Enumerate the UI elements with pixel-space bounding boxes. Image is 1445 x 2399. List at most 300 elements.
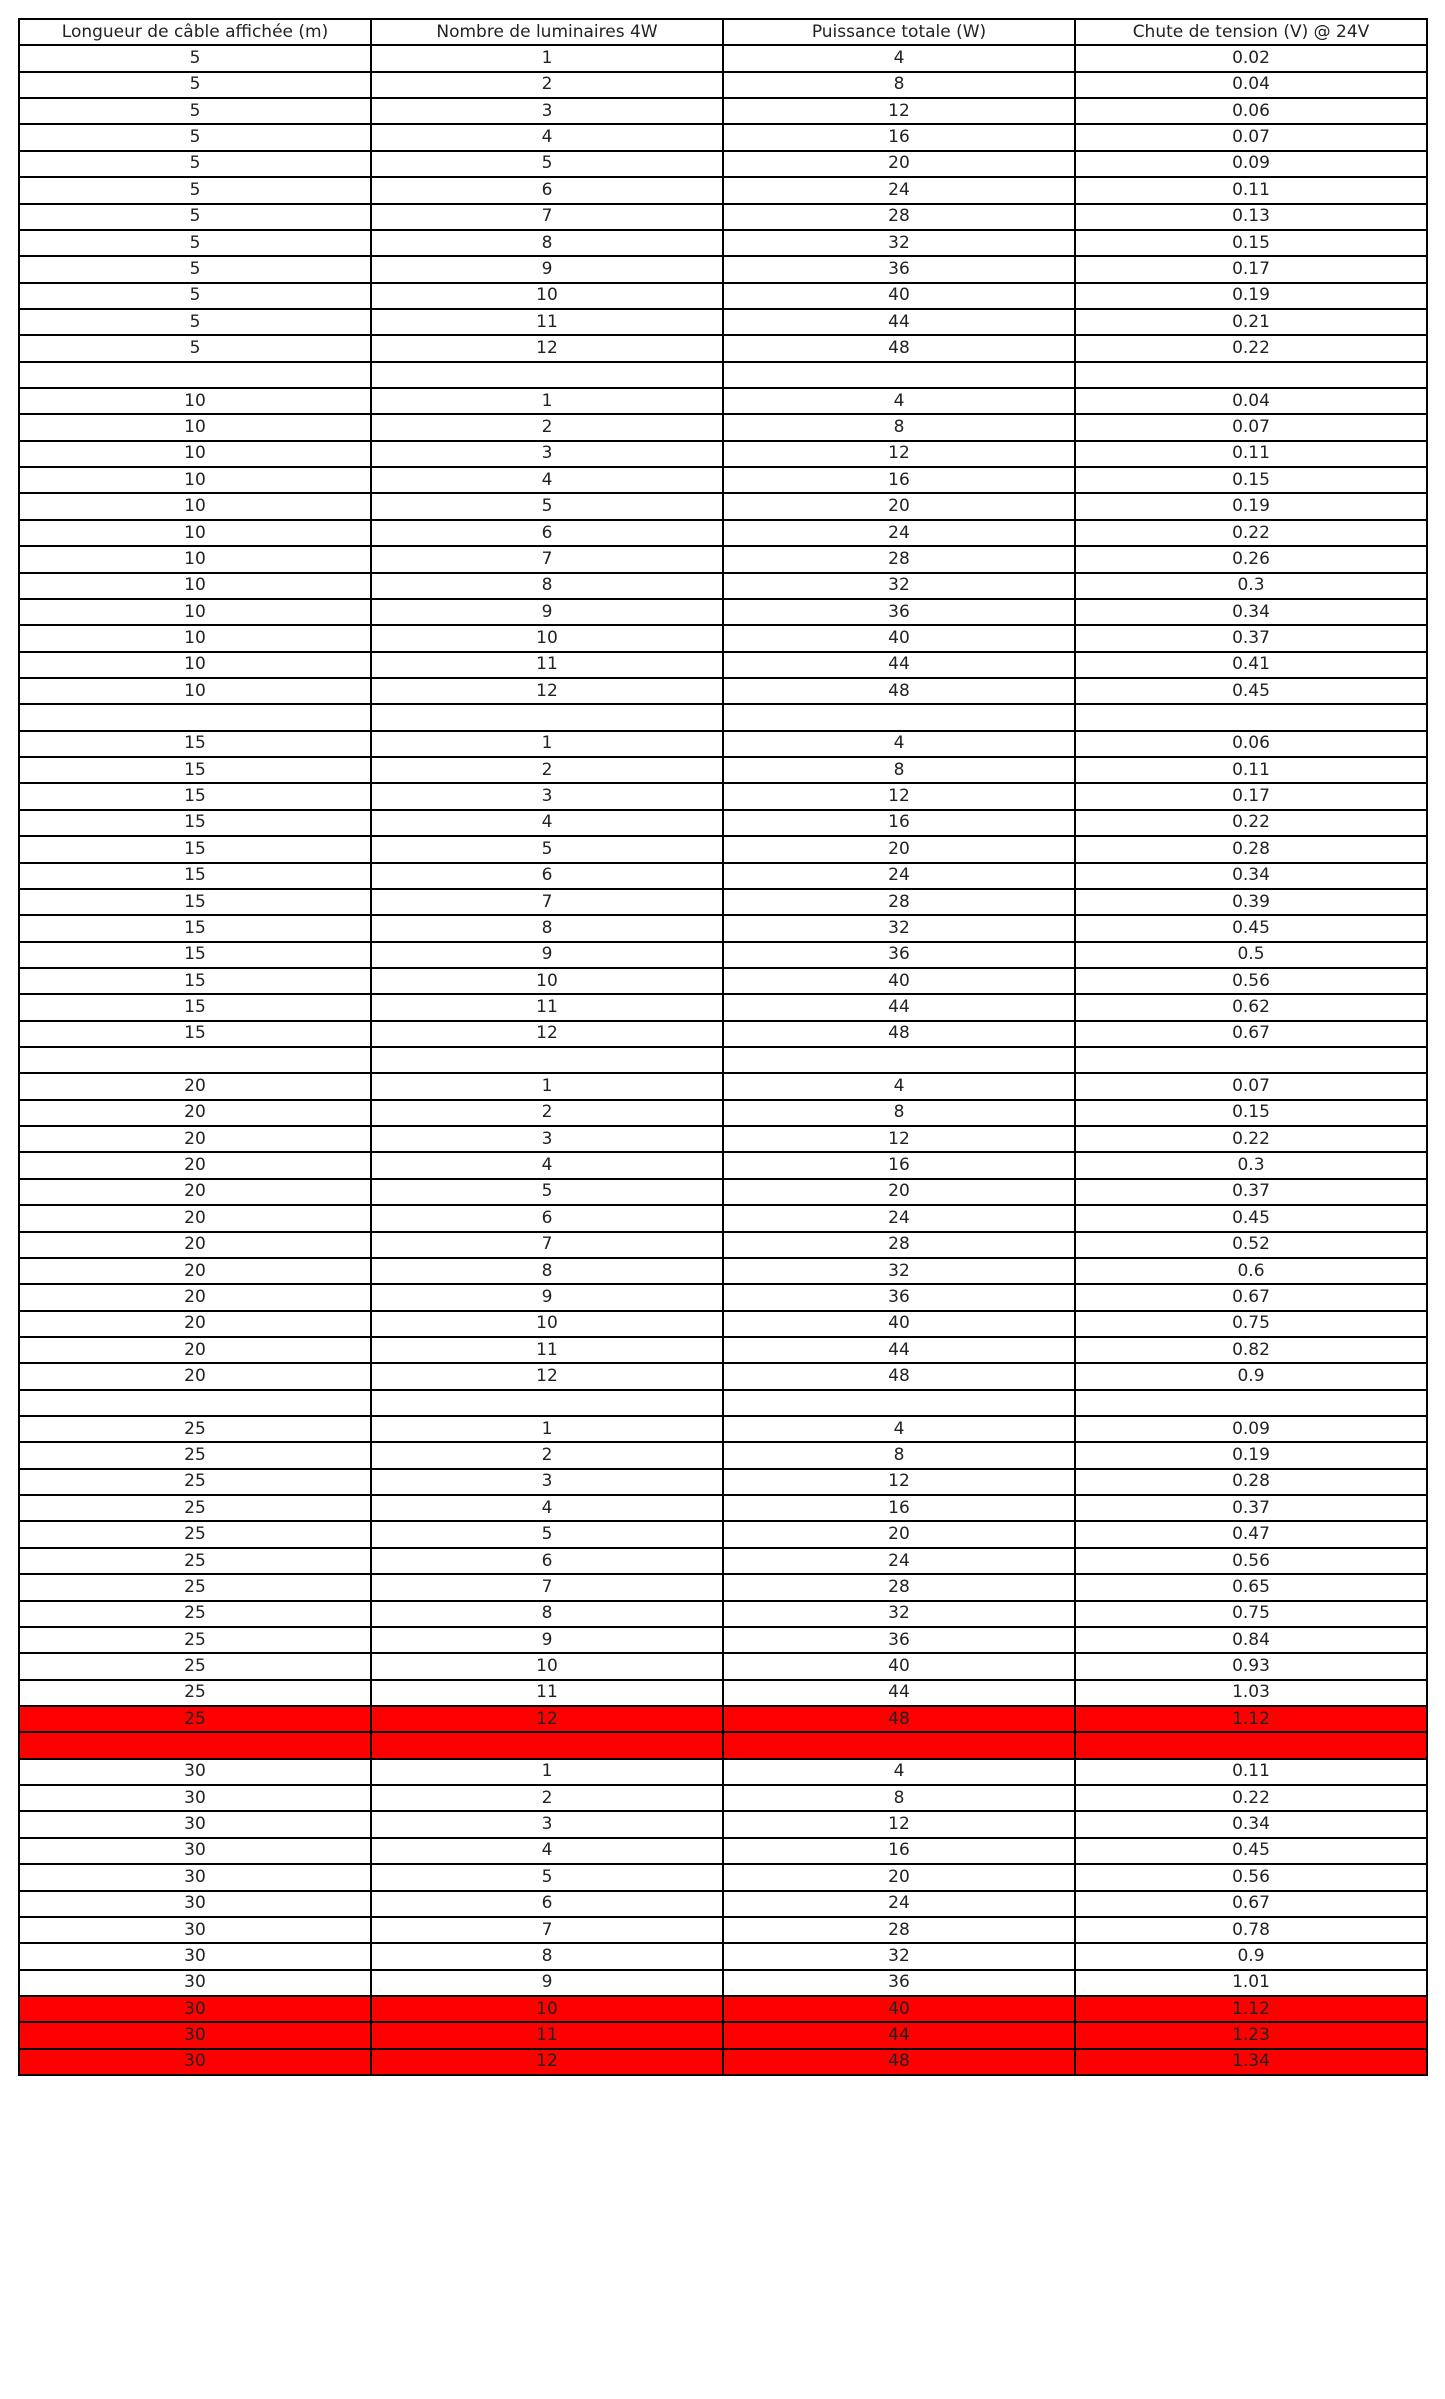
cell-total-power: 28 <box>723 1232 1075 1258</box>
table-row <box>19 1442 1427 1468</box>
cell-cable-length: 5 <box>19 256 371 282</box>
cell-total-power: 8 <box>723 1442 1075 1468</box>
cell-fixture-count: 7 <box>371 1232 723 1258</box>
cell-voltage-drop: 0.56 <box>1075 968 1427 994</box>
cell-voltage-drop: 0.22 <box>1075 520 1427 546</box>
cell-voltage-drop: 0.09 <box>1075 1416 1427 1442</box>
cell-fixture-count: 7 <box>371 889 723 915</box>
cell-cable-length: 20 <box>19 1100 371 1126</box>
cell-total-power: 8 <box>723 72 1075 98</box>
cell-total-power <box>723 1732 1075 1758</box>
table-row <box>19 1680 1427 1706</box>
cell-cable-length: 30 <box>19 1838 371 1864</box>
cell-voltage-drop: 0.17 <box>1075 783 1427 809</box>
cell-total-power: 44 <box>723 2022 1075 2048</box>
table-row <box>19 256 1427 282</box>
cell-fixture-count: 6 <box>371 177 723 203</box>
table-row <box>19 1811 1427 1837</box>
table-row <box>19 441 1427 467</box>
table-row <box>19 1601 1427 1627</box>
cell-cable-length: 5 <box>19 151 371 177</box>
cell-cable-length: 10 <box>19 573 371 599</box>
cell-cable-length: 20 <box>19 1126 371 1152</box>
cell-cable-length: 30 <box>19 1785 371 1811</box>
cell-voltage-drop: 0.75 <box>1075 1601 1427 1627</box>
cell-cable-length: 25 <box>19 1548 371 1574</box>
cell-fixture-count: 5 <box>371 151 723 177</box>
cell-voltage-drop: 0.3 <box>1075 573 1427 599</box>
cell-total-power: 44 <box>723 1337 1075 1363</box>
cell-total-power: 32 <box>723 1258 1075 1284</box>
cell-total-power: 28 <box>723 889 1075 915</box>
cell-voltage-drop: 0.34 <box>1075 863 1427 889</box>
cell-cable-length <box>19 704 371 730</box>
table-row <box>19 520 1427 546</box>
cell-voltage-drop: 0.15 <box>1075 230 1427 256</box>
cell-cable-length: 10 <box>19 520 371 546</box>
cell-cable-length: 25 <box>19 1495 371 1521</box>
cell-cable-length: 5 <box>19 72 371 98</box>
table-row <box>19 652 1427 678</box>
cell-fixture-count: 10 <box>371 968 723 994</box>
header-row <box>19 19 1427 45</box>
cell-fixture-count: 6 <box>371 1205 723 1231</box>
cell-voltage-drop: 0.22 <box>1075 335 1427 361</box>
cell-fixture-count: 5 <box>371 1521 723 1547</box>
table-row <box>19 757 1427 783</box>
table-row <box>19 1864 1427 1890</box>
cell-fixture-count: 7 <box>371 204 723 230</box>
cell-voltage-drop: 0.39 <box>1075 889 1427 915</box>
cell-cable-length: 25 <box>19 1416 371 1442</box>
table-row <box>19 309 1427 335</box>
cell-total-power <box>723 1390 1075 1416</box>
cell-total-power: 28 <box>723 204 1075 230</box>
cell-voltage-drop: 0.9 <box>1075 1363 1427 1389</box>
cell-cable-length: 10 <box>19 388 371 414</box>
cell-cable-length: 25 <box>19 1521 371 1547</box>
cell-cable-length: 15 <box>19 836 371 862</box>
cell-fixture-count: 10 <box>371 1653 723 1679</box>
cell-cable-length: 25 <box>19 1653 371 1679</box>
cell-total-power: 4 <box>723 1073 1075 1099</box>
cell-total-power: 8 <box>723 1785 1075 1811</box>
cell-fixture-count <box>371 1732 723 1758</box>
table-row <box>19 1943 1427 1969</box>
cell-voltage-drop: 0.11 <box>1075 1759 1427 1785</box>
cell-cable-length: 20 <box>19 1258 371 1284</box>
cell-total-power: 44 <box>723 994 1075 1020</box>
table-row <box>19 1574 1427 1600</box>
cell-voltage-drop: 0.6 <box>1075 1258 1427 1284</box>
cell-voltage-drop: 0.28 <box>1075 836 1427 862</box>
cell-total-power: 44 <box>723 1680 1075 1706</box>
cell-voltage-drop: 0.11 <box>1075 177 1427 203</box>
table-row <box>19 889 1427 915</box>
cell-fixture-count: 11 <box>371 994 723 1020</box>
cell-total-power: 28 <box>723 546 1075 572</box>
cell-total-power: 40 <box>723 1996 1075 2022</box>
table-row-highlighted <box>19 1706 1427 1732</box>
cell-cable-length: 10 <box>19 493 371 519</box>
table-row <box>19 1521 1427 1547</box>
table-row <box>19 1548 1427 1574</box>
table-row <box>19 151 1427 177</box>
table-row <box>19 1838 1427 1864</box>
cell-total-power: 44 <box>723 309 1075 335</box>
cell-total-power: 48 <box>723 1363 1075 1389</box>
cell-fixture-count: 3 <box>371 1469 723 1495</box>
cell-cable-length: 20 <box>19 1232 371 1258</box>
cell-total-power: 40 <box>723 625 1075 651</box>
table-row-highlighted <box>19 2049 1427 2075</box>
cell-voltage-drop: 0.06 <box>1075 731 1427 757</box>
cell-voltage-drop: 0.34 <box>1075 599 1427 625</box>
cell-fixture-count: 2 <box>371 1100 723 1126</box>
cell-fixture-count <box>371 704 723 730</box>
cell-total-power <box>723 1047 1075 1073</box>
cell-voltage-drop: 0.37 <box>1075 1179 1427 1205</box>
cell-voltage-drop: 0.52 <box>1075 1232 1427 1258</box>
cell-voltage-drop: 1.34 <box>1075 2049 1427 2075</box>
cell-cable-length: 20 <box>19 1337 371 1363</box>
cell-total-power: 20 <box>723 151 1075 177</box>
cell-voltage-drop: 0.78 <box>1075 1917 1427 1943</box>
cell-total-power: 12 <box>723 783 1075 809</box>
cell-fixture-count: 8 <box>371 915 723 941</box>
cell-fixture-count: 2 <box>371 72 723 98</box>
cell-voltage-drop: 0.22 <box>1075 810 1427 836</box>
cell-fixture-count: 12 <box>371 2049 723 2075</box>
spacer-row <box>19 1390 1427 1416</box>
table-row <box>19 177 1427 203</box>
cell-voltage-drop: 0.07 <box>1075 414 1427 440</box>
cell-total-power: 8 <box>723 414 1075 440</box>
cell-voltage-drop: 0.45 <box>1075 915 1427 941</box>
cell-total-power: 16 <box>723 810 1075 836</box>
cell-voltage-drop: 0.5 <box>1075 942 1427 968</box>
cell-total-power: 40 <box>723 968 1075 994</box>
cell-cable-length: 30 <box>19 2022 371 2048</box>
cell-cable-length: 30 <box>19 1943 371 1969</box>
cell-cable-length: 20 <box>19 1284 371 1310</box>
table-row <box>19 863 1427 889</box>
cell-total-power: 40 <box>723 1653 1075 1679</box>
table-row <box>19 467 1427 493</box>
spacer-row <box>19 362 1427 388</box>
cell-cable-length: 25 <box>19 1680 371 1706</box>
cell-cable-length: 15 <box>19 757 371 783</box>
cell-voltage-drop <box>1075 362 1427 388</box>
cell-voltage-drop: 0.45 <box>1075 1838 1427 1864</box>
table-row <box>19 1205 1427 1231</box>
cell-voltage-drop: 1.03 <box>1075 1680 1427 1706</box>
table-row <box>19 546 1427 572</box>
cell-total-power: 36 <box>723 1970 1075 1996</box>
cell-voltage-drop: 0.15 <box>1075 1100 1427 1126</box>
cell-total-power: 12 <box>723 98 1075 124</box>
cell-total-power: 32 <box>723 573 1075 599</box>
cell-total-power: 28 <box>723 1917 1075 1943</box>
table-row <box>19 204 1427 230</box>
cell-total-power: 24 <box>723 1548 1075 1574</box>
cell-fixture-count: 3 <box>371 98 723 124</box>
cell-voltage-drop: 0.37 <box>1075 625 1427 651</box>
table-row <box>19 72 1427 98</box>
cell-cable-length: 15 <box>19 810 371 836</box>
cell-fixture-count: 2 <box>371 1442 723 1468</box>
table-row <box>19 388 1427 414</box>
cell-fixture-count: 6 <box>371 863 723 889</box>
cell-cable-length: 5 <box>19 98 371 124</box>
cell-voltage-drop: 0.22 <box>1075 1126 1427 1152</box>
cell-voltage-drop: 0.67 <box>1075 1021 1427 1047</box>
cell-fixture-count <box>371 1390 723 1416</box>
cell-cable-length: 30 <box>19 1996 371 2022</box>
cell-fixture-count: 1 <box>371 45 723 71</box>
cell-voltage-drop: 0.19 <box>1075 493 1427 519</box>
table-row <box>19 731 1427 757</box>
cell-fixture-count: 11 <box>371 652 723 678</box>
table-row <box>19 1627 1427 1653</box>
cell-fixture-count: 5 <box>371 836 723 862</box>
cell-fixture-count: 6 <box>371 520 723 546</box>
cell-fixture-count: 3 <box>371 1126 723 1152</box>
cell-fixture-count: 9 <box>371 256 723 282</box>
cell-fixture-count: 3 <box>371 1811 723 1837</box>
cell-voltage-drop: 0.04 <box>1075 388 1427 414</box>
cell-total-power: 36 <box>723 256 1075 282</box>
cell-total-power: 24 <box>723 520 1075 546</box>
cell-voltage-drop: 0.37 <box>1075 1495 1427 1521</box>
table-row <box>19 1416 1427 1442</box>
cell-voltage-drop: 0.84 <box>1075 1627 1427 1653</box>
cell-fixture-count: 11 <box>371 2022 723 2048</box>
cell-voltage-drop: 0.04 <box>1075 72 1427 98</box>
cell-fixture-count: 10 <box>371 625 723 651</box>
cell-fixture-count: 9 <box>371 1284 723 1310</box>
cell-fixture-count: 8 <box>371 1601 723 1627</box>
cell-cable-length: 30 <box>19 1891 371 1917</box>
table-row-highlighted <box>19 1996 1427 2022</box>
cell-cable-length: 20 <box>19 1205 371 1231</box>
cell-voltage-drop <box>1075 1732 1427 1758</box>
table-row <box>19 230 1427 256</box>
cell-total-power: 16 <box>723 1495 1075 1521</box>
cell-cable-length: 30 <box>19 1970 371 1996</box>
cell-voltage-drop: 1.23 <box>1075 2022 1427 2048</box>
table-row <box>19 124 1427 150</box>
cell-total-power: 16 <box>723 1152 1075 1178</box>
header-total-power: Puissance totale (W) <box>723 19 1075 45</box>
cell-voltage-drop: 0.02 <box>1075 45 1427 71</box>
table-row <box>19 678 1427 704</box>
cell-cable-length: 5 <box>19 335 371 361</box>
cell-total-power: 48 <box>723 1706 1075 1732</box>
cell-total-power: 36 <box>723 1627 1075 1653</box>
cell-cable-length: 10 <box>19 441 371 467</box>
cell-fixture-count: 9 <box>371 942 723 968</box>
cell-voltage-drop <box>1075 704 1427 730</box>
cell-total-power: 4 <box>723 731 1075 757</box>
cell-voltage-drop: 0.93 <box>1075 1653 1427 1679</box>
cell-total-power: 48 <box>723 2049 1075 2075</box>
cell-fixture-count: 9 <box>371 1970 723 1996</box>
table-row <box>19 836 1427 862</box>
cell-cable-length: 25 <box>19 1574 371 1600</box>
cell-fixture-count: 12 <box>371 1706 723 1732</box>
cell-fixture-count: 12 <box>371 678 723 704</box>
table-row <box>19 1179 1427 1205</box>
cell-cable-length: 30 <box>19 1811 371 1837</box>
cell-total-power: 32 <box>723 915 1075 941</box>
cell-fixture-count: 5 <box>371 1864 723 1890</box>
cell-voltage-drop: 0.06 <box>1075 98 1427 124</box>
table-row <box>19 1126 1427 1152</box>
cell-fixture-count: 1 <box>371 1416 723 1442</box>
cell-cable-length: 20 <box>19 1152 371 1178</box>
cell-total-power: 24 <box>723 1205 1075 1231</box>
cell-voltage-drop: 0.56 <box>1075 1548 1427 1574</box>
cell-voltage-drop: 0.19 <box>1075 283 1427 309</box>
cell-cable-length: 25 <box>19 1627 371 1653</box>
table-row <box>19 942 1427 968</box>
table-row <box>19 493 1427 519</box>
cell-fixture-count: 11 <box>371 1680 723 1706</box>
cell-voltage-drop: 0.67 <box>1075 1284 1427 1310</box>
cell-voltage-drop: 1.12 <box>1075 1706 1427 1732</box>
cell-voltage-drop <box>1075 1047 1427 1073</box>
cell-total-power: 48 <box>723 1021 1075 1047</box>
cell-fixture-count: 2 <box>371 414 723 440</box>
cell-fixture-count: 11 <box>371 1337 723 1363</box>
cell-fixture-count: 1 <box>371 1073 723 1099</box>
cell-fixture-count: 7 <box>371 1917 723 1943</box>
cell-cable-length: 10 <box>19 414 371 440</box>
cell-voltage-drop: 0.75 <box>1075 1311 1427 1337</box>
cell-fixture-count: 10 <box>371 1311 723 1337</box>
cell-fixture-count: 3 <box>371 783 723 809</box>
cell-cable-length: 30 <box>19 1759 371 1785</box>
cell-voltage-drop: 0.15 <box>1075 467 1427 493</box>
cell-cable-length: 15 <box>19 731 371 757</box>
cell-total-power: 12 <box>723 1126 1075 1152</box>
table-row <box>19 1232 1427 1258</box>
cell-cable-length: 10 <box>19 625 371 651</box>
cell-cable-length: 15 <box>19 1021 371 1047</box>
cell-fixture-count: 11 <box>371 309 723 335</box>
cell-voltage-drop: 0.11 <box>1075 441 1427 467</box>
cell-voltage-drop: 0.13 <box>1075 204 1427 230</box>
table-row <box>19 414 1427 440</box>
header-cable-length: Longueur de câble affichée (m) <box>19 19 371 45</box>
cell-fixture-count: 4 <box>371 1495 723 1521</box>
cell-voltage-drop: 0.62 <box>1075 994 1427 1020</box>
cell-cable-length: 30 <box>19 2049 371 2075</box>
cell-cable-length: 15 <box>19 994 371 1020</box>
table-row <box>19 1917 1427 1943</box>
cell-cable-length: 5 <box>19 230 371 256</box>
cell-fixture-count: 9 <box>371 1627 723 1653</box>
table-row <box>19 1152 1427 1178</box>
spacer-row <box>19 1047 1427 1073</box>
cell-fixture-count: 9 <box>371 599 723 625</box>
cell-total-power: 24 <box>723 177 1075 203</box>
header-voltage-drop: Chute de tension (V) @ 24V <box>1075 19 1427 45</box>
cell-fixture-count: 6 <box>371 1548 723 1574</box>
cell-fixture-count: 4 <box>371 1838 723 1864</box>
cell-cable-length: 30 <box>19 1864 371 1890</box>
cell-cable-length: 10 <box>19 467 371 493</box>
cell-total-power: 32 <box>723 1943 1075 1969</box>
cell-total-power: 36 <box>723 1284 1075 1310</box>
cell-total-power: 4 <box>723 1416 1075 1442</box>
table-row <box>19 1258 1427 1284</box>
table-row <box>19 1100 1427 1126</box>
cell-voltage-drop: 0.26 <box>1075 546 1427 572</box>
cell-total-power <box>723 362 1075 388</box>
spacer-row <box>19 704 1427 730</box>
cell-fixture-count: 12 <box>371 335 723 361</box>
cell-fixture-count: 7 <box>371 1574 723 1600</box>
cell-cable-length: 10 <box>19 546 371 572</box>
table-row <box>19 45 1427 71</box>
table-row <box>19 1653 1427 1679</box>
cell-total-power: 4 <box>723 388 1075 414</box>
cell-cable-length: 15 <box>19 863 371 889</box>
table-row <box>19 1469 1427 1495</box>
cell-cable-length <box>19 1732 371 1758</box>
cell-cable-length: 10 <box>19 599 371 625</box>
cell-cable-length: 5 <box>19 45 371 71</box>
cell-fixture-count: 3 <box>371 441 723 467</box>
cell-total-power: 24 <box>723 863 1075 889</box>
table-row <box>19 1311 1427 1337</box>
cell-total-power: 48 <box>723 678 1075 704</box>
cell-fixture-count: 12 <box>371 1363 723 1389</box>
cell-voltage-drop: 0.17 <box>1075 256 1427 282</box>
cell-fixture-count: 12 <box>371 1021 723 1047</box>
cell-cable-length: 25 <box>19 1706 371 1732</box>
cell-voltage-drop: 0.07 <box>1075 1073 1427 1099</box>
cell-voltage-drop: 0.11 <box>1075 757 1427 783</box>
cell-cable-length: 15 <box>19 968 371 994</box>
table-row <box>19 783 1427 809</box>
cell-voltage-drop: 0.56 <box>1075 1864 1427 1890</box>
table-row <box>19 1495 1427 1521</box>
table-header <box>19 19 1427 45</box>
cell-fixture-count: 1 <box>371 1759 723 1785</box>
spacer-row <box>19 1732 1427 1758</box>
table-row <box>19 1284 1427 1310</box>
cell-total-power: 16 <box>723 124 1075 150</box>
cell-fixture-count <box>371 362 723 388</box>
cell-total-power: 12 <box>723 1469 1075 1495</box>
cell-fixture-count: 4 <box>371 810 723 836</box>
table-row <box>19 810 1427 836</box>
cell-voltage-drop: 0.67 <box>1075 1891 1427 1917</box>
cell-total-power: 4 <box>723 45 1075 71</box>
cell-fixture-count: 5 <box>371 1179 723 1205</box>
cell-voltage-drop: 1.01 <box>1075 1970 1427 1996</box>
cell-voltage-drop: 0.3 <box>1075 1152 1427 1178</box>
cell-cable-length: 5 <box>19 283 371 309</box>
cell-cable-length: 20 <box>19 1311 371 1337</box>
table-row <box>19 1759 1427 1785</box>
cell-total-power: 12 <box>723 1811 1075 1837</box>
cell-total-power: 20 <box>723 1521 1075 1547</box>
table-row <box>19 1363 1427 1389</box>
